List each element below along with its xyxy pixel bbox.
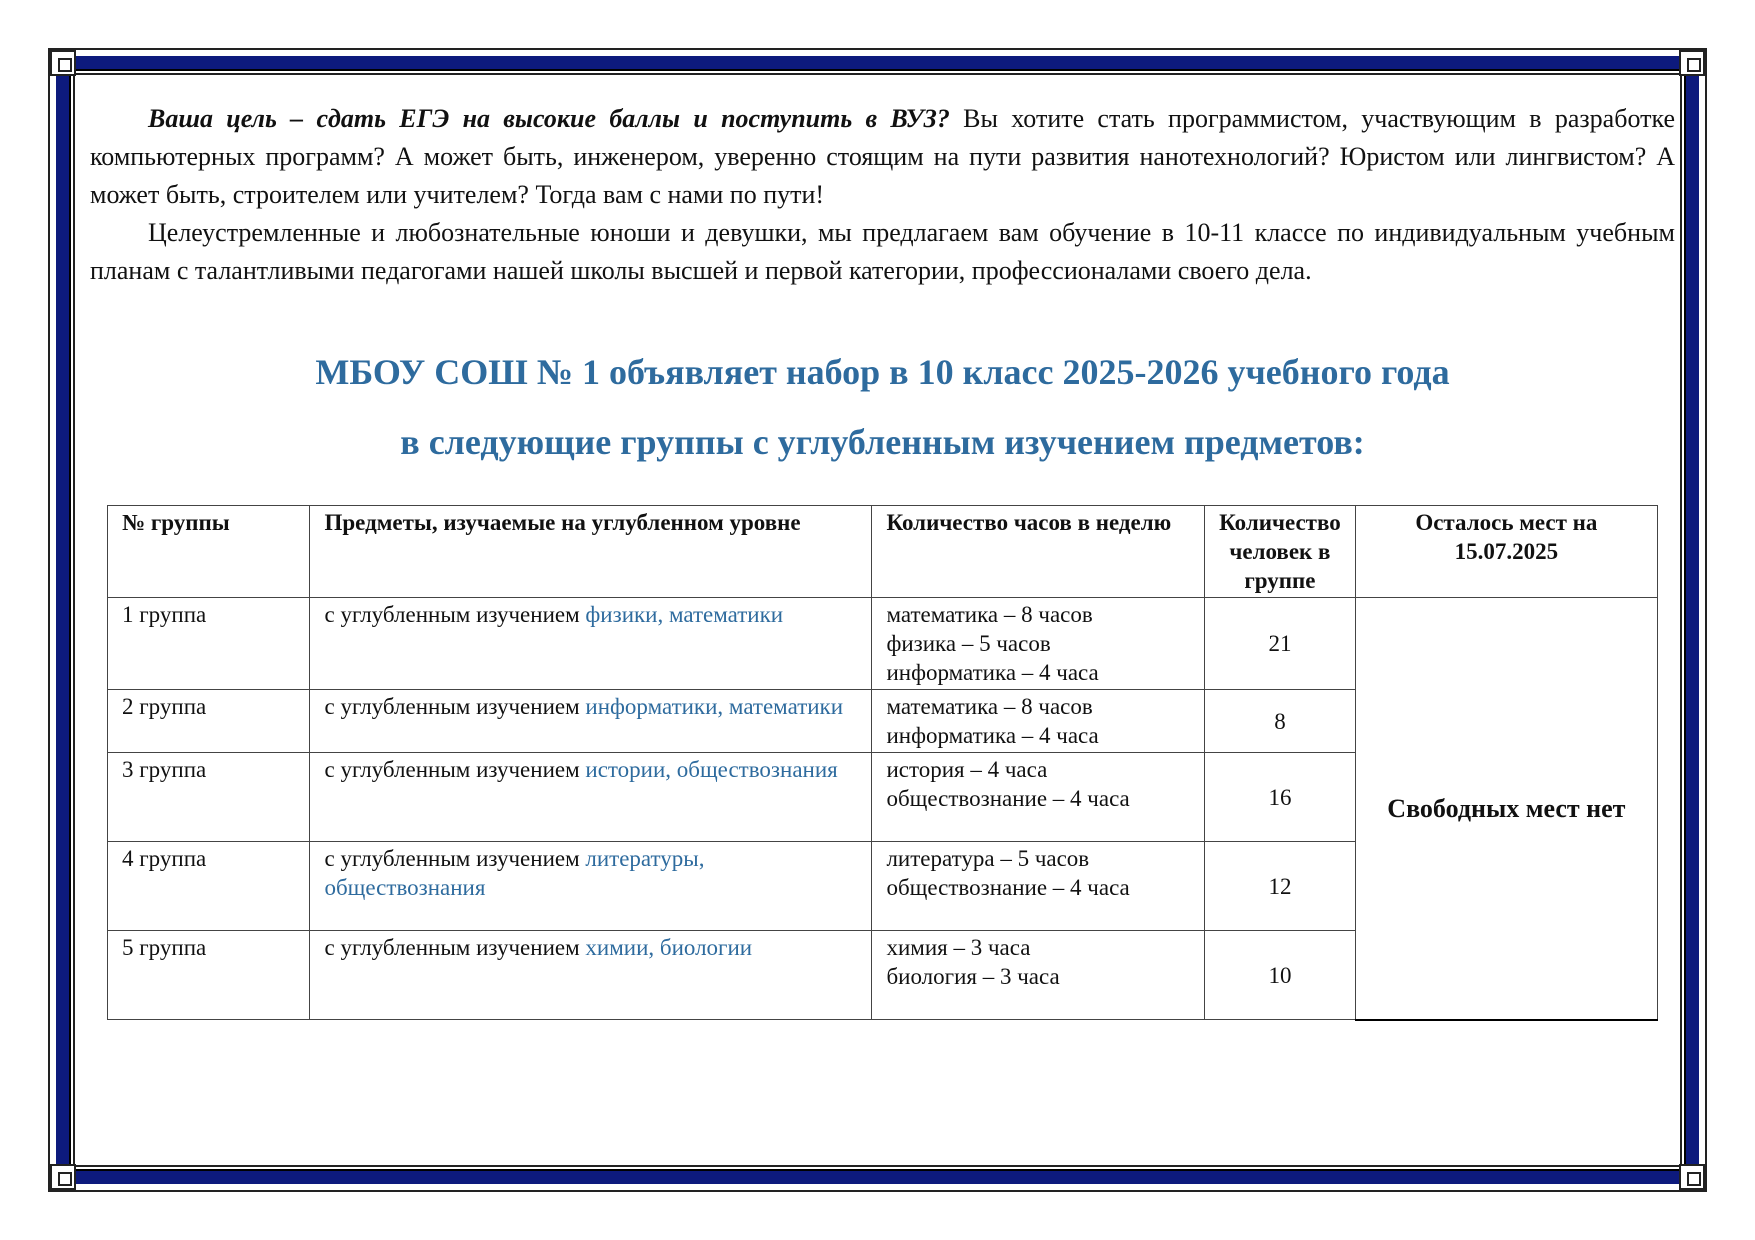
- group-hours: [872, 931, 1205, 1020]
- group-hours: [872, 753, 1205, 842]
- hours-line: литература – 5 часов: [886, 846, 1090, 871]
- subject-prefix: с углубленным изучением: [324, 846, 586, 871]
- group-count: 8: [1205, 690, 1356, 753]
- corner-ornament-top-right: [1679, 50, 1705, 76]
- hours-line: математика – 8 часов: [886, 694, 1093, 719]
- header-count: Количество человек в группе: [1205, 506, 1356, 598]
- corner-ornament-bottom-right: [1679, 1164, 1705, 1190]
- document-content: [90, 100, 1675, 464]
- subject-prefix: с углубленным изучением: [324, 935, 586, 960]
- group-subjects: [310, 690, 872, 753]
- hours-line: история – 4 часа: [886, 757, 1048, 782]
- group-number: 1 группа: [108, 598, 310, 690]
- group-hours: [872, 598, 1205, 690]
- group-subjects: [310, 931, 872, 1020]
- group-number: 2 группа: [108, 690, 310, 753]
- intro-text: Вы хотите стать программистом, участвующим в разработке компьютерных программ? А может быть, инженером, уверенно стоящим на пути развития нанотехнологий? Юристом или лингвистом? А может быть, строителем или учителем? Тогда вам с нами по пути!: [90, 104, 1675, 209]
- header-hours: Количество часов в неделю: [872, 506, 1205, 598]
- corner-ornament-bottom-left: [50, 1164, 76, 1190]
- group-count: 21: [1205, 598, 1356, 690]
- hours-line: информатика – 4 часа: [886, 723, 1099, 748]
- header-places: Осталось мест на 15.07.2025: [1355, 506, 1657, 598]
- hours-line: информатика – 4 часа: [886, 660, 1099, 685]
- corner-ornament-top-left: [50, 50, 76, 76]
- intro-lead: Ваша цель – сдать ЕГЭ на высокие баллы и поступить в ВУЗ?: [148, 104, 950, 133]
- group-subjects: [310, 753, 872, 842]
- group-hours: [872, 690, 1205, 753]
- group-hours: [872, 842, 1205, 931]
- hours-line: обществознание – 4 часа: [886, 875, 1130, 900]
- subject-names: химии, биологии: [585, 935, 753, 960]
- subject-prefix: с углубленным изучением: [324, 757, 586, 782]
- hours-line: математика – 8 часов: [886, 602, 1093, 627]
- group-count: 12: [1205, 842, 1356, 931]
- subject-names: истории, обществознания: [585, 757, 838, 782]
- subject-prefix: с углубленным изучением: [324, 694, 586, 719]
- subject-names: литературы, обществознания: [324, 846, 705, 900]
- hours-line: обществознание – 4 часа: [886, 786, 1130, 811]
- second-paragraph: Целеустремленные и любознательные юноши и девушки, мы предлагаем вам обучение в 10-11 классе по индивидуальным учебным планам с талантливыми педагогами нашей школы высшей и первой категории, профессионалами своего дела.: [90, 218, 1675, 285]
- hours-line: биология – 3 часа: [886, 964, 1060, 989]
- group-number: 3 группа: [108, 753, 310, 842]
- header-subjects: Предметы, изучаемые на углубленном уровне: [310, 506, 872, 598]
- subject-prefix: с углубленным изучением: [324, 602, 586, 627]
- group-subjects: [310, 842, 872, 931]
- header-group: № группы: [108, 506, 310, 598]
- group-subjects: [310, 598, 872, 690]
- hours-line: химия – 3 часа: [886, 935, 1031, 960]
- announcement-title: МБОУ СОШ № 1 объявляет набор в 10 класс 2025-2026 учебного года: [315, 352, 1450, 392]
- groups-table: [107, 505, 1658, 1021]
- group-count: 10: [1205, 931, 1356, 1020]
- intro-paragraph: [90, 100, 1675, 214]
- table-row: [108, 598, 1658, 690]
- hours-line: физика – 5 часов: [886, 631, 1051, 656]
- subject-names: информатики, математики: [585, 694, 844, 719]
- subject-names: физики, математики: [585, 602, 784, 627]
- group-number: 4 группа: [108, 842, 310, 931]
- table-header-row: [108, 506, 1658, 598]
- group-number: 5 группа: [108, 931, 310, 1020]
- group-count: 16: [1205, 753, 1356, 842]
- announcement-subtitle: в следующие группы с углубленным изучением предметов:: [400, 422, 1365, 462]
- free-places-status: Свободных мест нет: [1355, 598, 1657, 1020]
